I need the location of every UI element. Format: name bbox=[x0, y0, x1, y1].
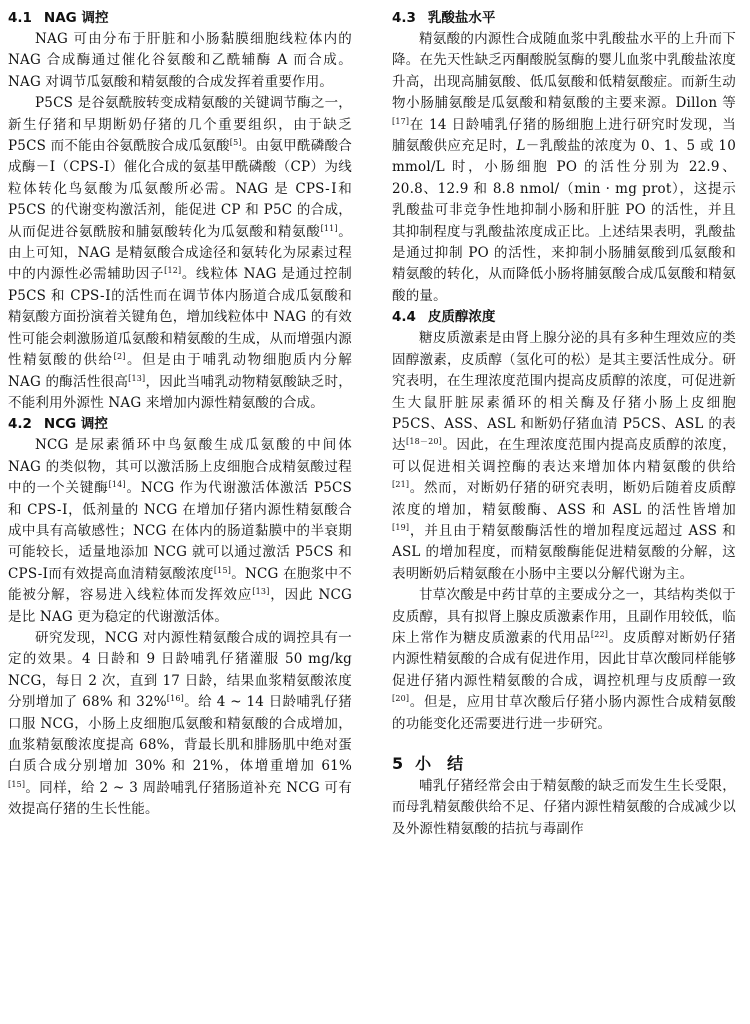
paragraph-text: 哺乳仔猪经常会由于精氨酸的缺乏而发生生长受限，而母乳精氨酸供给不足、仔猪内源性精氨酸的合成减少以及外源性精氨酸的拮抗与毒副作 bbox=[392, 778, 736, 837]
paragraph-text: 甘草次酸是中药甘草的主要成分之一，其结构类似于皮质醇，具有拟肾上腺皮质激素作用，且副作用较低，临床上常作为糖皮质激素的代用品 bbox=[392, 587, 736, 646]
paragraph-text: NCG 是尿素循环中鸟氨酸生成瓜氨酸的中间体 NAG 的类似物，其可以激活肠上皮细胞合成精氨酸过程中的一个关键酶 bbox=[8, 437, 352, 497]
citation: [18－20] bbox=[406, 437, 443, 447]
section-title: 小 结 bbox=[415, 754, 464, 773]
citation: [19] bbox=[392, 522, 410, 532]
section-heading-4-3 bbox=[392, 8, 736, 29]
paragraph-text: 糖皮质激素是由肾上腺分泌的具有多种生理效应的类固醇激素，皮质醇（氢化可的松）是其主要活性成分。研究表明，在生理浓度范围内提高皮质醇的浓度，可促进新生大鼠肝脏尿素循环的相关酶及仔猪小肠上皮细胞 P5CS、ASS、ASL 和断奶仔猪血清 P5CS、ASL 的表达 bbox=[392, 330, 736, 454]
citation: [13] bbox=[252, 587, 270, 597]
section-title: 皮质醇浓度 bbox=[427, 309, 496, 326]
citation: [20] bbox=[392, 694, 410, 704]
paragraph bbox=[8, 628, 352, 821]
citation: [13] bbox=[128, 373, 146, 383]
italic-symbol: L bbox=[516, 138, 526, 155]
section-number: 5 bbox=[392, 754, 404, 773]
right-column bbox=[392, 8, 736, 840]
paragraph bbox=[8, 435, 352, 628]
paragraph-text: 在 14 日龄哺乳仔猪的肠细胞上进行研究时发现，当脯氨酸供应充足时， bbox=[392, 116, 736, 155]
paragraph bbox=[392, 776, 736, 840]
paragraph-text: 。NCG 作为代谢激活体激活 P5CS 和 CPS-Ⅰ，低剂量的 NCG 在增加仔猪内源性精氨酸合成中具有高敏感性；NCG 在体内的肠道黏膜中的半衰期可能较长，适量地添加 NCG 就可以通过激活 P5CS 和 CPS-Ⅰ而有效提高血清精氨酸浓度 bbox=[8, 480, 352, 582]
citation: [14] bbox=[108, 480, 126, 490]
paragraph-text: 。但是，应用甘草次酸后仔猪小肠内源性合成精氨酸的功能变化还需要进行进一步研究。 bbox=[392, 694, 736, 732]
section-heading-4-1 bbox=[8, 8, 352, 29]
paragraph-text: 。由氨甲酰磷酸合成酶－Ⅰ（CPS-Ⅰ）催化合成的氨基甲酰磷酸（CP）为线粒体转化鸟氨酸为瓜氨酸所必需。NAG 是 CPS-Ⅰ和 P5CS 的代谢变构激活剂，能促进 CP 和 P5C 的合成，从而促进谷氨酰胺和脯氨酸转化为瓜氨酸和精氨酸 bbox=[8, 138, 352, 240]
citation: [16] bbox=[166, 694, 185, 704]
citation: [15] bbox=[213, 565, 232, 575]
paragraph-text: －乳酸盐的浓度为 0、1、5 或 10 mmol/L 时，小肠细胞 PO 的活性分别为 22.9、20.8、12.9 和 8.8 nmol/（min · mg prot），这提示乳酸盐可非竞争性地抑制小肠和肝脏 PO 的活性，并且其抑制程度与乳酸盐浓度成正比。上述结果表明，乳酸盐是通过抑制 PO 的活性，来抑制小肠脯氨酸到瓜氨酸和精氨酸的转化，从而降低小肠将脯氨酸合成瓜氨酸和精氨酸的量。 bbox=[392, 138, 736, 304]
paragraph-text: 。线粒体 NAG 是通过控制 P5CS 和 CPS-Ⅰ的活性而在调节体内肠道合成瓜氨酸和精氨酸方面扮演着关键角色，增加线粒体中 NAG 的有效性可能会刺激肠道瓜氨酸和精氨酸的生成，从而增强内源性精氨酸的供给 bbox=[8, 266, 353, 369]
paragraph-text: 精氨酸的内源性合成随血浆中乳酸盐水平的上升而下降。在先天性缺乏丙酮酸脱氢酶的婴儿血浆中乳酸盐浓度升高，出现高脯氨酸、低瓜氨酸和低精氨酸症。而新生动物小肠脯氨酸是瓜氨酸和精氨酸的主要来源。Dillon 等 bbox=[392, 31, 736, 112]
paragraph bbox=[392, 328, 736, 585]
citation: [5] bbox=[229, 138, 242, 148]
section-heading-5 bbox=[392, 753, 736, 774]
citation: [11] bbox=[320, 223, 338, 233]
citation: [17] bbox=[392, 116, 410, 126]
paragraph bbox=[8, 93, 352, 414]
paragraph-text: 。因此，在生理浓度范围内提高皮质醇的浓度，可以促进相关调控酶的表达来增加体内精氨酸的供给 bbox=[392, 437, 736, 475]
section-number: 4.2 bbox=[8, 416, 32, 433]
paragraph-text: 。然而，对断奶仔猪的研究表明，断奶后随着皮质醇浓度的增加，精氨酸酶、ASS 和 ASL 的活性皆增加 bbox=[392, 480, 736, 518]
paragraph-text: ，因此 NCG 是比 NAG 更为稳定的代谢激活体。 bbox=[8, 587, 352, 625]
citation: [12] bbox=[164, 266, 182, 276]
paragraph-text: ，并且由于精氨酸酶活性的增加程度远超过 ASS 和 ASL 的增加程度，而精氨酸酶能促进精氨酸的分解，这表明断奶后精氨酸在小肠中主要以分解代谢为主。 bbox=[392, 522, 736, 582]
paragraph-text: ，因此当哺乳动物精氨酸缺乏时，不能利用外源性 NAG 来增加内源性精氨酸的合成。 bbox=[8, 373, 352, 411]
paragraph-text: 。同样，给 2 ~ 3 周龄哺乳仔猪肠道补充 NCG 可有效提高仔猪的生长性能。 bbox=[8, 779, 352, 818]
section-number: 4.4 bbox=[392, 309, 416, 326]
citation: [15] bbox=[8, 779, 26, 789]
section-number: 4.1 bbox=[8, 10, 32, 26]
paragraph-text: 。给 4 ~ 14 日龄哺乳仔猪口服 NCG，小肠上皮细胞瓜氨酸和精氨酸的合成增加，血浆精氨酸浓度提高 68%，背最长肌和腓肠肌中绝对蛋白质合成分别增加 30% 和 21%，体增重增加 61% bbox=[8, 694, 352, 775]
left-column bbox=[8, 8, 352, 821]
paragraph-text: 。NCG 在胞浆中不能被分解，容易进入线粒体而发挥效应 bbox=[8, 565, 353, 604]
section-title: 乳酸盐水平 bbox=[427, 10, 496, 26]
paragraph bbox=[392, 585, 736, 735]
section-title: NAG 调控 bbox=[43, 10, 109, 26]
paragraph-text: P5CS 是谷氨酰胺转变成精氨酸的关键调节酶之一，新生仔猪和早期断奶仔猪的几个重要组织，由于缺乏 P5CS 而不能由谷氨酰胺合成瓜氨酸 bbox=[8, 95, 352, 155]
section-number: 4.3 bbox=[392, 10, 416, 26]
paragraph-text: 研究发现，NCG 对内源性精氨酸合成的调控具有一定的效果。4 日龄和 9 日龄哺乳仔猪灌服 50 mg/kg NCG，每日 2 次，直到 17 日龄，结果血浆精氨酸浓度分别增加了 68% 和 32% bbox=[8, 629, 352, 711]
citation: [21] bbox=[392, 480, 410, 490]
paragraph-text: 。但是由于哺乳动物细胞质内分解 NAG 的酶活性很高 bbox=[8, 352, 352, 390]
paragraph-text: 。由上可知，NAG 是精氨酸合成途径和氨转化为尿素过程中的内源性必需辅助因子 bbox=[8, 223, 353, 283]
section-title: NCG 调控 bbox=[43, 416, 108, 433]
citation: [2] bbox=[113, 352, 126, 362]
section-heading-4-4 bbox=[392, 307, 736, 328]
paragraph bbox=[392, 29, 736, 307]
paragraph bbox=[8, 29, 352, 93]
section-heading-4-2 bbox=[8, 414, 352, 435]
paragraph-text: 。皮质醇对断奶仔猪内源性精氨酸的合成有促进作用，因此甘草次酸同样能够促进仔猪内源性精氨酸的合成，调控机理与皮质醇一致 bbox=[392, 629, 736, 689]
paragraph-text: NAG 可由分布于肝脏和小肠黏膜细胞线粒体内的 NAG 合成酶通过催化谷氨酸和乙酰辅酶 A 而合成。NAG 对调节瓜氨酸和精氨酸的合成发挥着重要作用。 bbox=[8, 31, 352, 90]
citation: [22] bbox=[590, 629, 609, 639]
